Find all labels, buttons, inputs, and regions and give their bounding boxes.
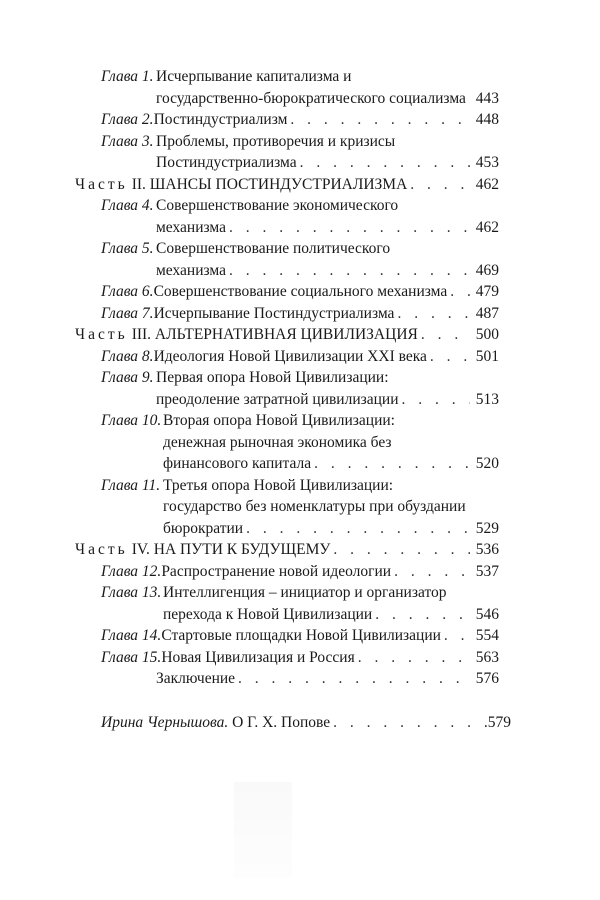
entry-title-text: Интеллигенция – инициатор и организатор: [163, 584, 447, 601]
entry-title-text: механизма: [156, 261, 226, 279]
page-number: 500: [475, 326, 499, 343]
chapter-label: Глава 7.: [101, 304, 154, 322]
toc-line: [101, 152, 499, 174]
toc-afterword: [101, 712, 511, 734]
toc-chapter: [101, 131, 499, 174]
page-number: 529: [475, 519, 499, 537]
toc-line: [101, 217, 499, 239]
page-number: 453: [475, 154, 499, 171]
chapter-label: Глава 2.: [101, 111, 154, 128]
toc-chapter: [101, 281, 499, 303]
entry-title-text: преодоление затратной цивилизации: [156, 390, 399, 408]
page-number: 501: [475, 347, 499, 365]
chapter-label: Глава 10.: [101, 412, 162, 429]
entry-title-text: Распространение новой идеологии: [161, 562, 392, 580]
dot-leader: [421, 324, 470, 346]
toc-chapter: [101, 66, 499, 109]
toc-line: [101, 303, 499, 325]
page-number: 520: [475, 455, 499, 472]
dot-leader: [402, 389, 470, 411]
dot-leader: [238, 668, 470, 690]
toc-chapter: [101, 346, 499, 368]
toc-line: [75, 174, 499, 196]
page-number: 462: [475, 175, 499, 193]
entry-title-text: Постиндустриализм: [153, 111, 288, 128]
toc-line: [101, 346, 499, 368]
entry-title-text: Идеология Новой Цивилизации XXI века: [153, 347, 427, 365]
entry-title-text: бюрократии: [163, 519, 244, 537]
toc-line: [75, 324, 499, 346]
entry-title-text: IV. НА ПУТИ К БУДУЩЕМУ: [131, 541, 331, 558]
page-number: 479: [475, 283, 499, 300]
toc-line: [101, 582, 499, 604]
entry-title-text: II. ШАНСЫ ПОСТИНДУСТРИАЛИЗМА: [131, 175, 408, 193]
dot-leader: [397, 303, 470, 325]
page-number: 448: [475, 111, 499, 128]
part-label: Часть: [75, 326, 128, 343]
toc-line: [101, 604, 499, 626]
toc-line: [101, 712, 511, 734]
chapter-label: Глава 4.: [101, 197, 154, 214]
dot-leader: [314, 453, 470, 475]
chapter-label: Глава 9.: [101, 369, 154, 386]
entry-title-text: Вторая опора Новой Цивилизации:: [163, 412, 395, 429]
dot-leader: [430, 346, 470, 368]
toc-line: [101, 432, 499, 454]
dot-leader: [469, 88, 470, 110]
part-label: Часть: [75, 541, 128, 558]
page-number: 576: [475, 670, 499, 687]
page-number: 563: [475, 648, 499, 666]
toc-conclusion: [156, 668, 499, 690]
toc-chapter: [101, 475, 499, 540]
chapter-label: Глава 5.: [101, 240, 154, 257]
toc-chapter: [101, 561, 499, 583]
toc-line: [101, 561, 499, 583]
entry-title-text: III. АЛЬТЕРНАТИВНАЯ ЦИВИЛИЗАЦИЯ: [131, 326, 418, 343]
chapter-label: Глава 6.: [101, 283, 154, 300]
toc-chapter: [101, 582, 499, 625]
entry-title-text: денежная рыночная экономика без: [163, 433, 392, 451]
dot-leader: [358, 647, 470, 669]
chapter-label: Глава 1.: [101, 68, 154, 85]
toc-chapter: [101, 647, 499, 669]
page-number: 443: [475, 89, 499, 107]
toc-line: [101, 647, 499, 669]
toc-line: [101, 410, 499, 432]
entry-title-text: финансового капитала: [163, 455, 312, 472]
toc-line: [101, 475, 499, 497]
part-label: Часть: [75, 175, 128, 193]
toc-chapter: [101, 410, 499, 475]
toc-line: [101, 66, 499, 88]
page-number: 546: [475, 605, 499, 623]
toc-line: [101, 496, 499, 518]
toc-line: [101, 131, 499, 153]
entry-title-text: Стартовые площадки Новой Цивилизации: [161, 627, 441, 644]
entry-title-text: Третья опора Новой Цивилизации:: [163, 476, 394, 494]
toc-part: [75, 539, 499, 561]
dot-leader: [444, 625, 470, 647]
page-number: 536: [475, 541, 499, 558]
entry-title-text: механизма: [156, 218, 226, 236]
entry-title-text: Совершенствование социального механизма: [153, 283, 448, 300]
chapter-label: Глава 3.: [101, 132, 154, 150]
chapter-label: Глава 15.: [101, 648, 162, 666]
dot-leader: [450, 281, 470, 303]
chapter-label: Глава 12.: [101, 562, 162, 580]
entry-title-text: Новая Цивилизация и Россия: [161, 648, 355, 666]
dot-leader: [300, 152, 470, 174]
toc-line: [101, 88, 499, 110]
page-number: 462: [475, 218, 499, 236]
paper-stain: [234, 782, 292, 878]
entry-title-text: Исчерпывание Постиндустриализма: [153, 304, 395, 322]
chapter-label: Глава 14.: [101, 627, 162, 644]
page-number: 537: [475, 562, 499, 580]
toc-chapter: [101, 367, 499, 410]
chapter-label: Глава 11.: [101, 476, 161, 494]
entry-title-text: государство без номенклатуры при обуздании: [163, 498, 466, 515]
dot-leader: [333, 712, 474, 734]
toc-line: [101, 238, 499, 260]
entry-title-text: перехода к Новой Цивилизации: [163, 605, 373, 623]
toc-chapter: [101, 625, 499, 647]
toc-line: [101, 367, 499, 389]
entry-title-text: Совершенствование экономического: [156, 197, 399, 214]
toc-chapter: [101, 195, 499, 238]
toc-part: [75, 324, 499, 346]
table-of-contents: [0, 66, 600, 733]
toc-line: [101, 260, 499, 282]
entry-title-text: Проблемы, противоречия и кризисы: [156, 132, 396, 150]
toc-line: [101, 453, 499, 475]
chapter-label: Глава 13.: [101, 584, 162, 601]
page-number: 469: [475, 261, 499, 279]
toc-line: [101, 518, 499, 540]
toc-line: [101, 109, 499, 131]
entry-title-text: Заключение: [156, 670, 236, 687]
toc-line: [156, 668, 499, 690]
entry-title-text: Первая опора Новой Цивилизации:: [156, 369, 389, 386]
entry-title-text: Совершенствование политического: [156, 240, 391, 257]
entry-title-text: Постиндустриализма: [156, 154, 297, 171]
toc-chapter: [101, 303, 499, 325]
toc-line: [101, 625, 499, 647]
dot-leader: [375, 604, 470, 626]
toc-line: [101, 389, 499, 411]
afterword-title: О Г. Х. Попове: [232, 713, 331, 731]
dot-leader: [290, 109, 470, 131]
toc-line: [75, 539, 499, 561]
toc-chapter: [101, 238, 499, 281]
page-number: 554: [475, 627, 499, 644]
toc-line: [101, 195, 499, 217]
page-number: 487: [475, 304, 499, 322]
dot-leader: [394, 561, 470, 583]
dot-leader: [246, 518, 470, 540]
entry-title-text: Исчерпывание капитализма и: [156, 68, 352, 85]
toc-part: [75, 174, 499, 196]
dot-leader: [229, 260, 470, 282]
dot-leader: [229, 217, 470, 239]
toc-line: [101, 281, 499, 303]
page-number: 513: [475, 390, 499, 408]
dot-leader: [410, 174, 470, 196]
chapter-label: Глава 8.: [101, 347, 154, 365]
afterword-author: Ирина Чернышова.: [101, 713, 229, 731]
page-number: .579: [483, 713, 511, 731]
entry-title-text: государственно-бюрократического социализма: [156, 89, 466, 107]
dot-leader: [333, 539, 470, 561]
toc-chapter: [101, 109, 499, 131]
